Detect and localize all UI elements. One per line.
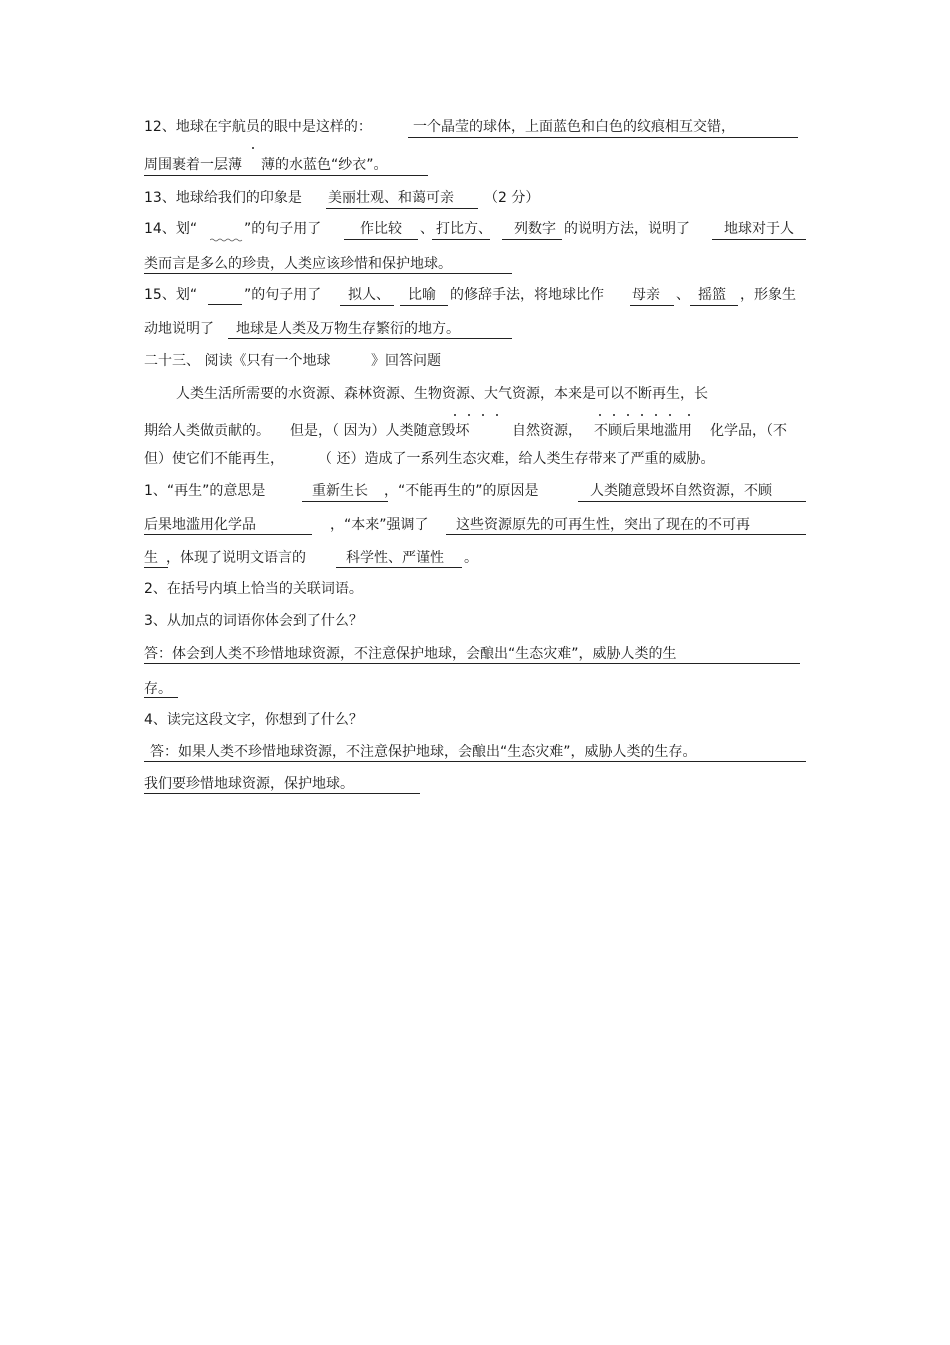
q14-answer-start: 地球对于人 [724,221,794,237]
s23-q4: 4、读完这段文字，你想到了什么？ [144,712,363,728]
q14-blank-close: ”的句子用了 [244,221,322,237]
emphasis-dot [641,414,643,416]
s23-q3-answer-l2: 存。 [144,681,172,697]
passage-line-2e: 化学品，（不 [710,423,787,439]
s23-q1-answer-2-underline-1 [578,501,806,502]
s23-q3-answer-l1: 答：体会到人类不珍惜地球资源，不注意保护地球，会酿出“生态灾难”，威胁人类的生 [144,646,677,662]
q15-end: ，形象生 [740,287,796,303]
q14-method-3-underline [502,239,562,240]
q15-blank-close: ”的句子用了 [244,287,322,303]
passage-line-1: 人类生活所需要的水资源、森林资源、生物资源、大气资源，本来是可以不断再生，长 [176,386,708,402]
q13-score: （2 分） [484,190,540,206]
wavy-underline-icon [210,238,244,242]
q14-method-2-underline [432,239,490,240]
passage-line-2d: 不顾后果地滥用 [594,423,692,439]
emphasis-dot [468,414,470,416]
emphasis-dot [627,414,629,416]
emphasis-dot [613,414,615,416]
q14-answer-underline-1 [712,239,806,240]
q15-compare-1: 母亲 [632,287,660,303]
s23-q1-answer-3-underline-2 [144,567,168,568]
s23-q3: 3、从加点的词语你体会到了什么？ [144,613,363,629]
emphasis-dot [669,414,671,416]
s23-q1-answer-3-underline-1 [446,534,806,535]
q15-rhetoric-2: 比喻 [408,287,436,303]
q15-sep: 、 [676,287,690,303]
q14-answer-cont: 类而言是多么的珍贵，人类应该珍惜和保护地球。 [144,256,452,272]
q14-method-3: 列数字 [514,221,556,237]
passage-line-3a: 但）使它们不能再生， [144,451,284,467]
q12-answer-part2a: 周围裹着一层薄 [144,157,242,173]
q14-prefix: 14、划“ [144,221,198,237]
passage-line-2a: 期给人类做贡献的。 [144,423,270,439]
q14-method-1-underline [344,239,418,240]
s23-q2: 2、在括号内填上恰当的关联词语。 [144,581,363,597]
q14-sep: 、 [420,221,434,237]
q15-mid: 的修辞手法，将地球比作 [450,287,604,303]
q15-compare-2: 摇篮 [698,287,726,303]
q15-answer-underline [228,338,512,339]
s23-q1-answer-2-cont: 后果地滥用化学品 [144,517,256,533]
s23-q4-answer-l2: 我们要珍惜地球资源，保护地球。 [144,776,354,792]
s23-q3-answer-underline-1 [144,663,800,664]
q15-rhetoric-1-underline [340,305,394,306]
q14-method-2: 打比方、 [436,221,492,237]
q12-answer-part2b: 薄的水蓝色“纱衣”。 [261,157,388,173]
s23-q4-answer-underline-1 [144,761,806,762]
emphasis-dot [482,414,484,416]
s23-q1-mid: ，“不能再生的”的原因是 [384,483,539,499]
emphasis-dot [252,147,254,149]
s23-q4-answer-underline-2 [144,793,420,794]
section23-title: 二十三、 阅读《只有一个地球 [144,353,331,369]
q15-compare-2-underline [690,305,738,306]
s23-q1-answer-1: 重新生长 [312,483,368,499]
s23-q1-answer-4-underline [336,567,462,568]
q14-mid: 的说明方法，说明了 [564,221,690,237]
s23-q1-answer-3-start: 这些资源原先的可再生性，突出了现在的不可再 [456,517,750,533]
s23-q1-answer-2-start: 人类随意毁坏自然资源，不顾 [590,483,772,499]
passage-line-2b: 但是，（ 因为）人类随意毁坏 [290,423,470,439]
q12-answer-part1: 一个晶莹的球体，上面蓝色和白色的纹痕相互交错， [413,119,735,135]
q14-method-1: 作比较 [360,221,402,237]
q13-prefix: 13、地球给我们的印象是 [144,190,302,206]
q15-prefix: 15、划“ [144,287,198,303]
q15-rhetoric-1: 拟人、 [348,287,390,303]
q15-compare-1-underline [630,305,674,306]
passage-line-3b: （ 还）造成了一系列生态灾难，给人类生存带来了严重的威胁。 [318,451,715,467]
q12-answer-underline-2 [144,175,428,176]
q12-line1 [144,118,372,136]
q15-answer: 地球是人类及万物生存繁衍的地方。 [236,321,460,337]
s23-q1-answer-4: 科学性、严谨性 [346,550,444,566]
q12-prefix: 12、地球在宇航员的眼中是这样的： [144,119,372,135]
emphasis-dot [655,414,657,416]
s23-q1-mid-3: ，体现了说明文语言的 [166,550,306,566]
q13-answer: 美丽壮观、和蔼可亲 [328,190,454,206]
q15-rhetoric-2-underline [400,305,448,306]
s23-q1-answer-1-underline [302,501,388,502]
section23-title-end: 》回答问题 [371,353,441,369]
q14-answer-underline-2 [144,273,512,274]
emphasis-dot [599,414,601,416]
q15-line2-prefix: 动地说明了 [144,321,214,337]
s23-q3-answer-underline-2 [144,697,178,698]
q15-blank [208,304,242,305]
s23-q4-answer-l1: 答：如果人类不珍惜地球资源，不注意保护地球，会酿出“生态灾难”，威胁人类的生存。 [150,744,697,760]
emphasis-dot [496,414,498,416]
s23-q1-prefix: 1、“再生”的意思是 [144,483,266,499]
s23-q1-mid-2: ，“本来”强调了 [330,517,429,533]
s23-q1-end: 。 [464,550,478,566]
emphasis-dot [454,414,456,416]
passage-line-2c: 自然资源， [512,423,582,439]
emphasis-dot [688,414,690,416]
s23-q1-answer-2-underline-2 [144,534,312,535]
q12-answer-underline-1 [408,137,798,138]
s23-q1-answer-3-cont: 生 [144,550,158,566]
q13-answer-underline [326,208,478,209]
